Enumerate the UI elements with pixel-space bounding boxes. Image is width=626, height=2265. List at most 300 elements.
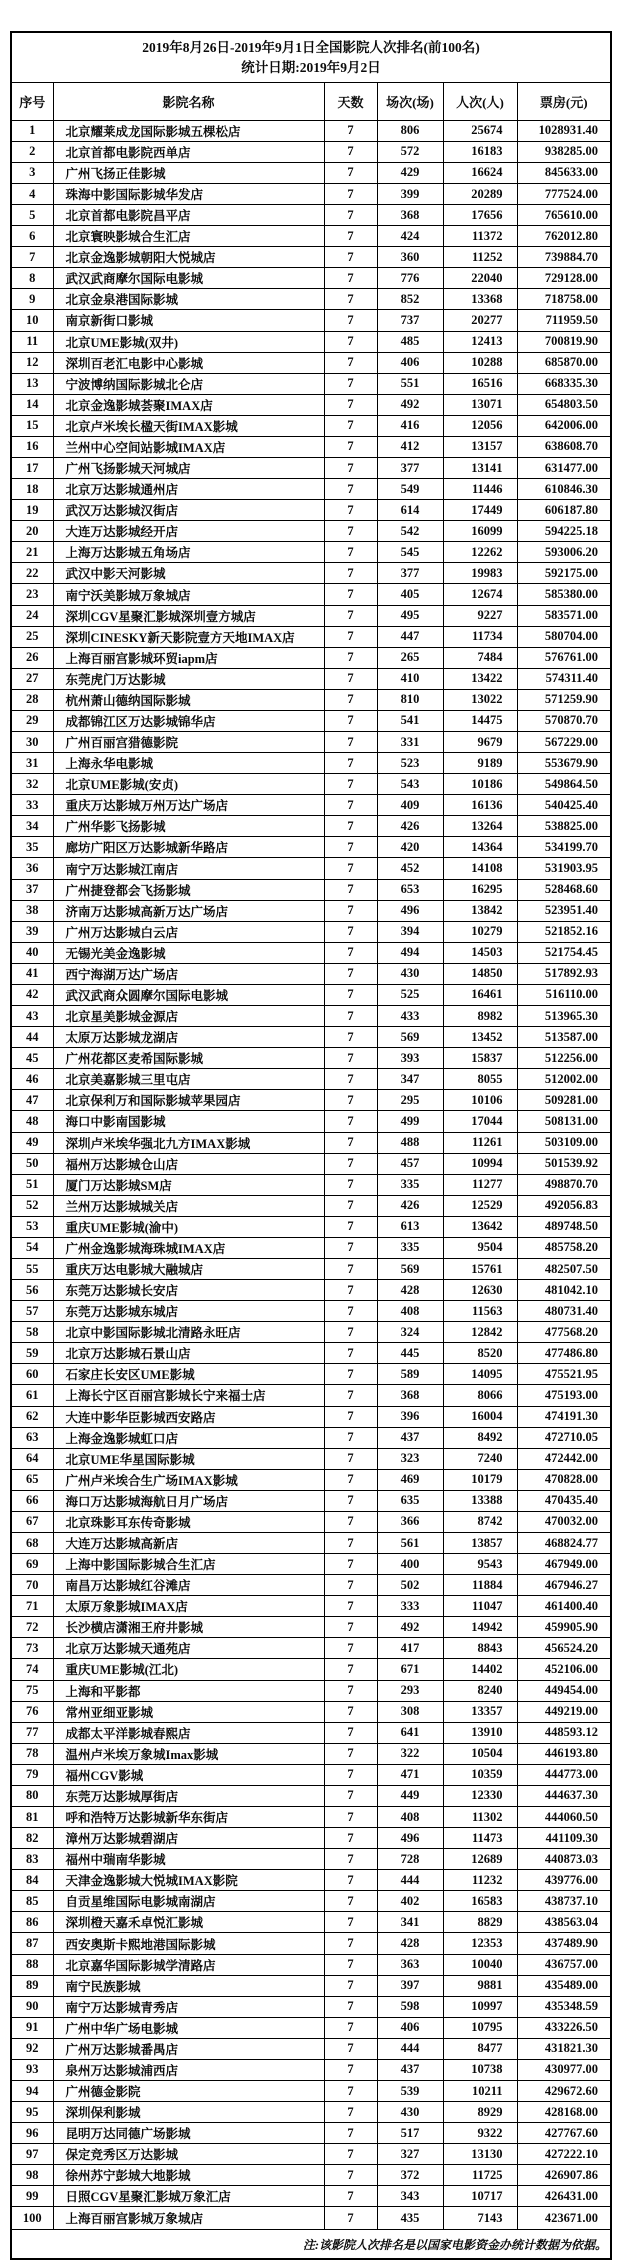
table-row [11,1596,611,1617]
cell-admissions: 10211 [443,2081,517,2102]
cell-days: 7 [324,921,377,942]
table-row [11,1996,611,2017]
cell-cinema-name: 南宁万达影城江南店 [53,858,324,879]
footnote-row [11,2230,611,2259]
table-header-row [11,83,611,121]
cell-days: 7 [324,289,377,310]
cell-boxoffice: 509281.00 [517,1090,611,1111]
cell-cinema-name: 北京珠影耳东传奇影城 [53,1511,324,1532]
cell-rank: 73 [11,1638,53,1659]
cell-sessions: 428 [377,1280,443,1301]
cell-boxoffice: 444637.30 [517,1785,611,1806]
cell-days: 7 [324,1975,377,1996]
cell-rank: 96 [11,2123,53,2144]
cell-admissions: 10359 [443,1764,517,1785]
cell-admissions: 9227 [443,605,517,626]
table-row [11,458,611,479]
cell-cinema-name: 北京金逸影城荟聚IMAX店 [53,394,324,415]
cell-sessions: 495 [377,605,443,626]
cell-boxoffice: 456524.20 [517,1638,611,1659]
cell-rank: 7 [11,247,53,268]
cell-rank: 88 [11,1954,53,1975]
cell-rank: 14 [11,394,53,415]
cell-days: 7 [324,1849,377,1870]
cell-boxoffice: 501539.92 [517,1153,611,1174]
cell-cinema-name: 上海金逸影城虹口店 [53,1427,324,1448]
table-row [11,1891,611,1912]
cell-days: 7 [324,1006,377,1027]
cell-admissions: 12262 [443,542,517,563]
cell-days: 7 [324,1828,377,1849]
table-row [11,1511,611,1532]
cell-admissions: 11446 [443,479,517,500]
cell-boxoffice: 428168.00 [517,2102,611,2123]
cell-days: 7 [324,963,377,984]
cell-sessions: 852 [377,289,443,310]
cell-sessions: 409 [377,795,443,816]
cell-boxoffice: 521754.45 [517,942,611,963]
cell-rank: 98 [11,2165,53,2186]
cell-rank: 2 [11,141,53,162]
cell-rank: 40 [11,942,53,963]
cell-admissions: 16004 [443,1406,517,1427]
cell-admissions: 8055 [443,1069,517,1090]
cell-sessions: 331 [377,732,443,753]
cell-sessions: 502 [377,1575,443,1596]
table-row [11,689,611,710]
table-row [11,626,611,647]
cell-sessions: 366 [377,1511,443,1532]
cell-cinema-name: 保定竞秀区万达影城 [53,2144,324,2165]
cell-admissions: 10279 [443,921,517,942]
cell-boxoffice: 685870.00 [517,352,611,373]
cell-admissions: 8492 [443,1427,517,1448]
cell-days: 7 [324,584,377,605]
table-row [11,2207,611,2230]
table-row [11,1490,611,1511]
cell-sessions: 492 [377,394,443,415]
cell-cinema-name: 广州万达影城番禺店 [53,2038,324,2059]
cell-sessions: 543 [377,774,443,795]
cell-boxoffice: 938285.00 [517,141,611,162]
cell-sessions: 488 [377,1132,443,1153]
table-row [11,900,611,921]
cell-days: 7 [324,521,377,542]
cell-days: 7 [324,1258,377,1279]
cell-cinema-name: 福州万达影城仓山店 [53,1153,324,1174]
cell-rank: 61 [11,1385,53,1406]
cell-boxoffice: 431821.30 [517,2038,611,2059]
cell-sessions: 308 [377,1701,443,1722]
cell-cinema-name: 大连中影华臣影城西安路店 [53,1406,324,1427]
cell-cinema-name: 东莞万达影城厚街店 [53,1785,324,1806]
cell-rank: 34 [11,816,53,837]
cell-rank: 64 [11,1448,53,1469]
cell-days: 7 [324,2038,377,2059]
table-row [11,1933,611,1954]
cell-admissions: 8982 [443,1006,517,1027]
cell-sessions: 410 [377,668,443,689]
cell-rank: 74 [11,1659,53,1680]
cell-admissions: 10040 [443,1954,517,1975]
cell-admissions: 16099 [443,521,517,542]
cell-sessions: 806 [377,120,443,141]
cell-cinema-name: 深圳CINESKY新天影院壹方天地IMAX店 [53,626,324,647]
table-row [11,1385,611,1406]
cell-sessions: 394 [377,921,443,942]
cell-sessions: 372 [377,2165,443,2186]
cell-boxoffice: 700819.90 [517,331,611,352]
table-row [11,1617,611,1638]
cell-rank: 21 [11,542,53,563]
cell-cinema-name: 北京万达影城石景山店 [53,1343,324,1364]
cell-boxoffice: 485758.20 [517,1237,611,1258]
cell-sessions: 399 [377,183,443,204]
table-row [11,1532,611,1553]
cell-cinema-name: 西安奥斯卡熙地港国际影城 [53,1933,324,1954]
cell-admissions: 25674 [443,120,517,141]
cell-days: 7 [324,900,377,921]
cell-rank: 46 [11,1069,53,1090]
cell-cinema-name: 北京卢米埃长楹天街IMAX影城 [53,415,324,436]
cell-sessions: 492 [377,1617,443,1638]
cell-admissions: 13368 [443,289,517,310]
cell-sessions: 542 [377,521,443,542]
cell-boxoffice: 521852.16 [517,921,611,942]
cell-rank: 77 [11,1722,53,1743]
cell-boxoffice: 449219.00 [517,1701,611,1722]
cell-cinema-name: 北京万达影城通州店 [53,479,324,500]
cell-admissions: 16136 [443,795,517,816]
cell-cinema-name: 昆明万达同德广场影城 [53,2123,324,2144]
cell-boxoffice: 437489.90 [517,1933,611,1954]
cell-cinema-name: 广州华影飞扬影城 [53,816,324,837]
cell-cinema-name: 太原万达影城龙湖店 [53,1027,324,1048]
cell-sessions: 641 [377,1722,443,1743]
cell-sessions: 523 [377,753,443,774]
cell-admissions: 9881 [443,1975,517,1996]
cell-rank: 48 [11,1111,53,1132]
cell-sessions: 653 [377,879,443,900]
cell-boxoffice: 845633.00 [517,162,611,183]
cell-sessions: 499 [377,1111,443,1132]
table-row [11,1027,611,1048]
cell-days: 7 [324,1153,377,1174]
cell-cinema-name: 重庆万达影城万州万达广场店 [53,795,324,816]
cell-rank: 5 [11,205,53,226]
cell-rank: 100 [11,2207,53,2230]
cell-days: 7 [324,373,377,394]
cell-sessions: 426 [377,816,443,837]
table-row [11,268,611,289]
cell-admissions: 9543 [443,1554,517,1575]
cell-boxoffice: 480731.40 [517,1301,611,1322]
cell-admissions: 20277 [443,310,517,331]
cell-boxoffice: 594225.18 [517,521,611,542]
cell-cinema-name: 广州捷登都会飞扬影城 [53,879,324,900]
table-row [11,584,611,605]
cell-boxoffice: 475193.00 [517,1385,611,1406]
table-row [11,1448,611,1469]
cell-days: 7 [324,479,377,500]
cell-days: 7 [324,1743,377,1764]
cell-cinema-name: 北京耀莱成龙国际影城五棵松店 [53,120,324,141]
cell-sessions: 569 [377,1027,443,1048]
cell-days: 7 [324,205,377,226]
cell-boxoffice: 441109.30 [517,1828,611,1849]
table-row [11,141,611,162]
cell-rank: 95 [11,2102,53,2123]
cell-admissions: 13157 [443,436,517,457]
cell-days: 7 [324,1322,377,1343]
cell-days: 7 [324,774,377,795]
cell-days: 7 [324,1638,377,1659]
cell-admissions: 14095 [443,1364,517,1385]
cell-days: 7 [324,1701,377,1722]
table-row [11,1722,611,1743]
table-row [11,1343,611,1364]
cell-cinema-name: 广州万达影城白云店 [53,921,324,942]
cell-sessions: 496 [377,1828,443,1849]
cell-cinema-name: 兰州万达影城城关店 [53,1195,324,1216]
cell-cinema-name: 海口中影南国影城 [53,1111,324,1132]
cell-cinema-name: 上海长宁区百丽宫影城长宁来福士店 [53,1385,324,1406]
cell-cinema-name: 北京首都电影院昌平店 [53,205,324,226]
cell-days: 7 [324,542,377,563]
cell-boxoffice: 430977.00 [517,2059,611,2080]
table-row [11,1764,611,1785]
cell-sessions: 368 [377,1385,443,1406]
cell-boxoffice: 436757.00 [517,1954,611,1975]
cell-rank: 55 [11,1258,53,1279]
table-row [11,331,611,352]
cell-sessions: 496 [377,900,443,921]
cell-days: 7 [324,1427,377,1448]
table-row [11,1406,611,1427]
cell-admissions: 13071 [443,394,517,415]
cell-boxoffice: 467946.27 [517,1575,611,1596]
cell-rank: 24 [11,605,53,626]
cell-rank: 17 [11,458,53,479]
table-row [11,1807,611,1828]
cell-rank: 11 [11,331,53,352]
table-row [11,1216,611,1237]
cell-rank: 41 [11,963,53,984]
cell-rank: 60 [11,1364,53,1385]
cell-cinema-name: 大连万达影城高新店 [53,1532,324,1553]
cell-rank: 23 [11,584,53,605]
cell-sessions: 457 [377,1153,443,1174]
cell-rank: 49 [11,1132,53,1153]
cell-sessions: 408 [377,1301,443,1322]
cell-days: 7 [324,331,377,352]
table-row [11,542,611,563]
cell-sessions: 737 [377,310,443,331]
cell-boxoffice: 427222.10 [517,2144,611,2165]
cell-boxoffice: 512002.00 [517,1069,611,1090]
cell-sessions: 368 [377,205,443,226]
cell-boxoffice: 492056.83 [517,1195,611,1216]
cell-boxoffice: 426907.86 [517,2165,611,2186]
cell-rank: 80 [11,1785,53,1806]
cell-rank: 3 [11,162,53,183]
cell-days: 7 [324,1575,377,1596]
cell-rank: 72 [11,1617,53,1638]
cell-sessions: 343 [377,2186,443,2207]
table-row [11,2038,611,2059]
cell-boxoffice: 470032.00 [517,1511,611,1532]
table-row [11,605,611,626]
cell-boxoffice: 461400.40 [517,1596,611,1617]
cell-sessions: 412 [377,436,443,457]
cell-cinema-name: 上海中影国际影城合生汇店 [53,1554,324,1575]
cell-days: 7 [324,352,377,373]
cell-days: 7 [324,1617,377,1638]
cell-sessions: 396 [377,1406,443,1427]
cell-boxoffice: 433226.50 [517,2017,611,2038]
cell-cinema-name: 北京金泉港国际影城 [53,289,324,310]
table-row [11,205,611,226]
cell-days: 7 [324,436,377,457]
cell-days: 7 [324,394,377,415]
table-row [11,1301,611,1322]
cell-sessions: 539 [377,2081,443,2102]
cell-days: 7 [324,984,377,1005]
table-row [11,795,611,816]
cell-sessions: 589 [377,1364,443,1385]
cell-rank: 42 [11,984,53,1005]
cell-admissions: 16295 [443,879,517,900]
cell-boxoffice: 427767.60 [517,2123,611,2144]
cell-boxoffice: 449454.00 [517,1680,611,1701]
cell-sessions: 598 [377,1996,443,2017]
cell-rank: 45 [11,1048,53,1069]
cell-days: 7 [324,1069,377,1090]
cell-admissions: 16461 [443,984,517,1005]
cell-boxoffice: 467949.00 [517,1554,611,1575]
cell-sessions: 406 [377,352,443,373]
cell-boxoffice: 739884.70 [517,247,611,268]
cell-sessions: 614 [377,500,443,521]
cell-admissions: 14503 [443,942,517,963]
cell-days: 7 [324,647,377,668]
table-row [11,1743,611,1764]
cell-cinema-name: 深圳橙天嘉禾卓悦汇影城 [53,1912,324,1933]
cell-cinema-name: 海口万达影城海航日月广场店 [53,1490,324,1511]
cell-sessions: 671 [377,1659,443,1680]
cell-cinema-name: 太原万象影城IMAX店 [53,1596,324,1617]
cell-cinema-name: 广州德金影院 [53,2081,324,2102]
table-row [11,2059,611,2080]
cell-sessions: 377 [377,458,443,479]
cell-sessions: 416 [377,415,443,436]
cell-cinema-name: 北京星美影城金源店 [53,1006,324,1027]
cell-cinema-name: 北京万达影城天通苑店 [53,1638,324,1659]
cell-boxoffice: 435348.59 [517,1996,611,2017]
cell-admissions: 14475 [443,710,517,731]
cell-rank: 22 [11,563,53,584]
cell-rank: 99 [11,2186,53,2207]
cell-admissions: 14108 [443,858,517,879]
cell-days: 7 [324,1554,377,1575]
cell-rank: 89 [11,1975,53,1996]
cell-days: 7 [324,2102,377,2123]
cell-admissions: 8742 [443,1511,517,1532]
cell-cinema-name: 北京金逸影城朝阳大悦城店 [53,247,324,268]
cell-rank: 27 [11,668,53,689]
column-header-sessions: 场次(场) [377,83,443,121]
cell-admissions: 8520 [443,1343,517,1364]
cell-sessions: 452 [377,858,443,879]
cell-rank: 78 [11,1743,53,1764]
cell-admissions: 13357 [443,1701,517,1722]
table-row [11,774,611,795]
cell-days: 7 [324,1090,377,1111]
cell-admissions: 8829 [443,1912,517,1933]
table-row [11,289,611,310]
table-row [11,1258,611,1279]
cell-days: 7 [324,1996,377,2017]
cell-admissions: 11261 [443,1132,517,1153]
cell-boxoffice: 426431.00 [517,2186,611,2207]
cell-rank: 76 [11,1701,53,1722]
column-header-admissions: 人次(人) [443,83,517,121]
cell-boxoffice: 516110.00 [517,984,611,1005]
cell-admissions: 10717 [443,2186,517,2207]
cell-sessions: 408 [377,1807,443,1828]
cell-admissions: 15837 [443,1048,517,1069]
cell-cinema-name: 兰州中心空间站影城IMAX店 [53,436,324,457]
cell-days: 7 [324,837,377,858]
cell-boxoffice: 470828.00 [517,1469,611,1490]
cell-cinema-name: 上海百丽宫影城万象城店 [53,2207,324,2230]
cell-admissions: 22040 [443,268,517,289]
cell-boxoffice: 567229.00 [517,732,611,753]
cell-rank: 84 [11,1870,53,1891]
cell-boxoffice: 762012.80 [517,226,611,247]
cell-boxoffice: 444773.00 [517,1764,611,1785]
cell-boxoffice: 439776.00 [517,1870,611,1891]
table-row [11,732,611,753]
cell-rank: 10 [11,310,53,331]
cell-days: 7 [324,1406,377,1427]
cell-rank: 36 [11,858,53,879]
cell-rank: 35 [11,837,53,858]
cell-boxoffice: 468824.77 [517,1532,611,1553]
table-row [11,162,611,183]
table-row [11,1870,611,1891]
cell-rank: 85 [11,1891,53,1912]
cell-sessions: 406 [377,2017,443,2038]
cell-boxoffice: 444060.50 [517,1807,611,1828]
cell-boxoffice: 489748.50 [517,1216,611,1237]
cell-days: 7 [324,2207,377,2230]
cell-days: 7 [324,2165,377,2186]
cell-sessions: 549 [377,479,443,500]
cell-sessions: 433 [377,1006,443,1027]
cell-cinema-name: 北京嘉华国际影城学清路店 [53,1954,324,1975]
cell-rank: 69 [11,1554,53,1575]
cell-sessions: 494 [377,942,443,963]
table-row [11,226,611,247]
cell-cinema-name: 成都太平洋影城春熙店 [53,1722,324,1743]
cell-sessions: 293 [377,1680,443,1701]
cell-cinema-name: 徐州苏宁彭城大地影城 [53,2165,324,2186]
cell-days: 7 [324,141,377,162]
cell-boxoffice: 606187.80 [517,500,611,521]
cell-rank: 38 [11,900,53,921]
cell-boxoffice: 470435.40 [517,1490,611,1511]
